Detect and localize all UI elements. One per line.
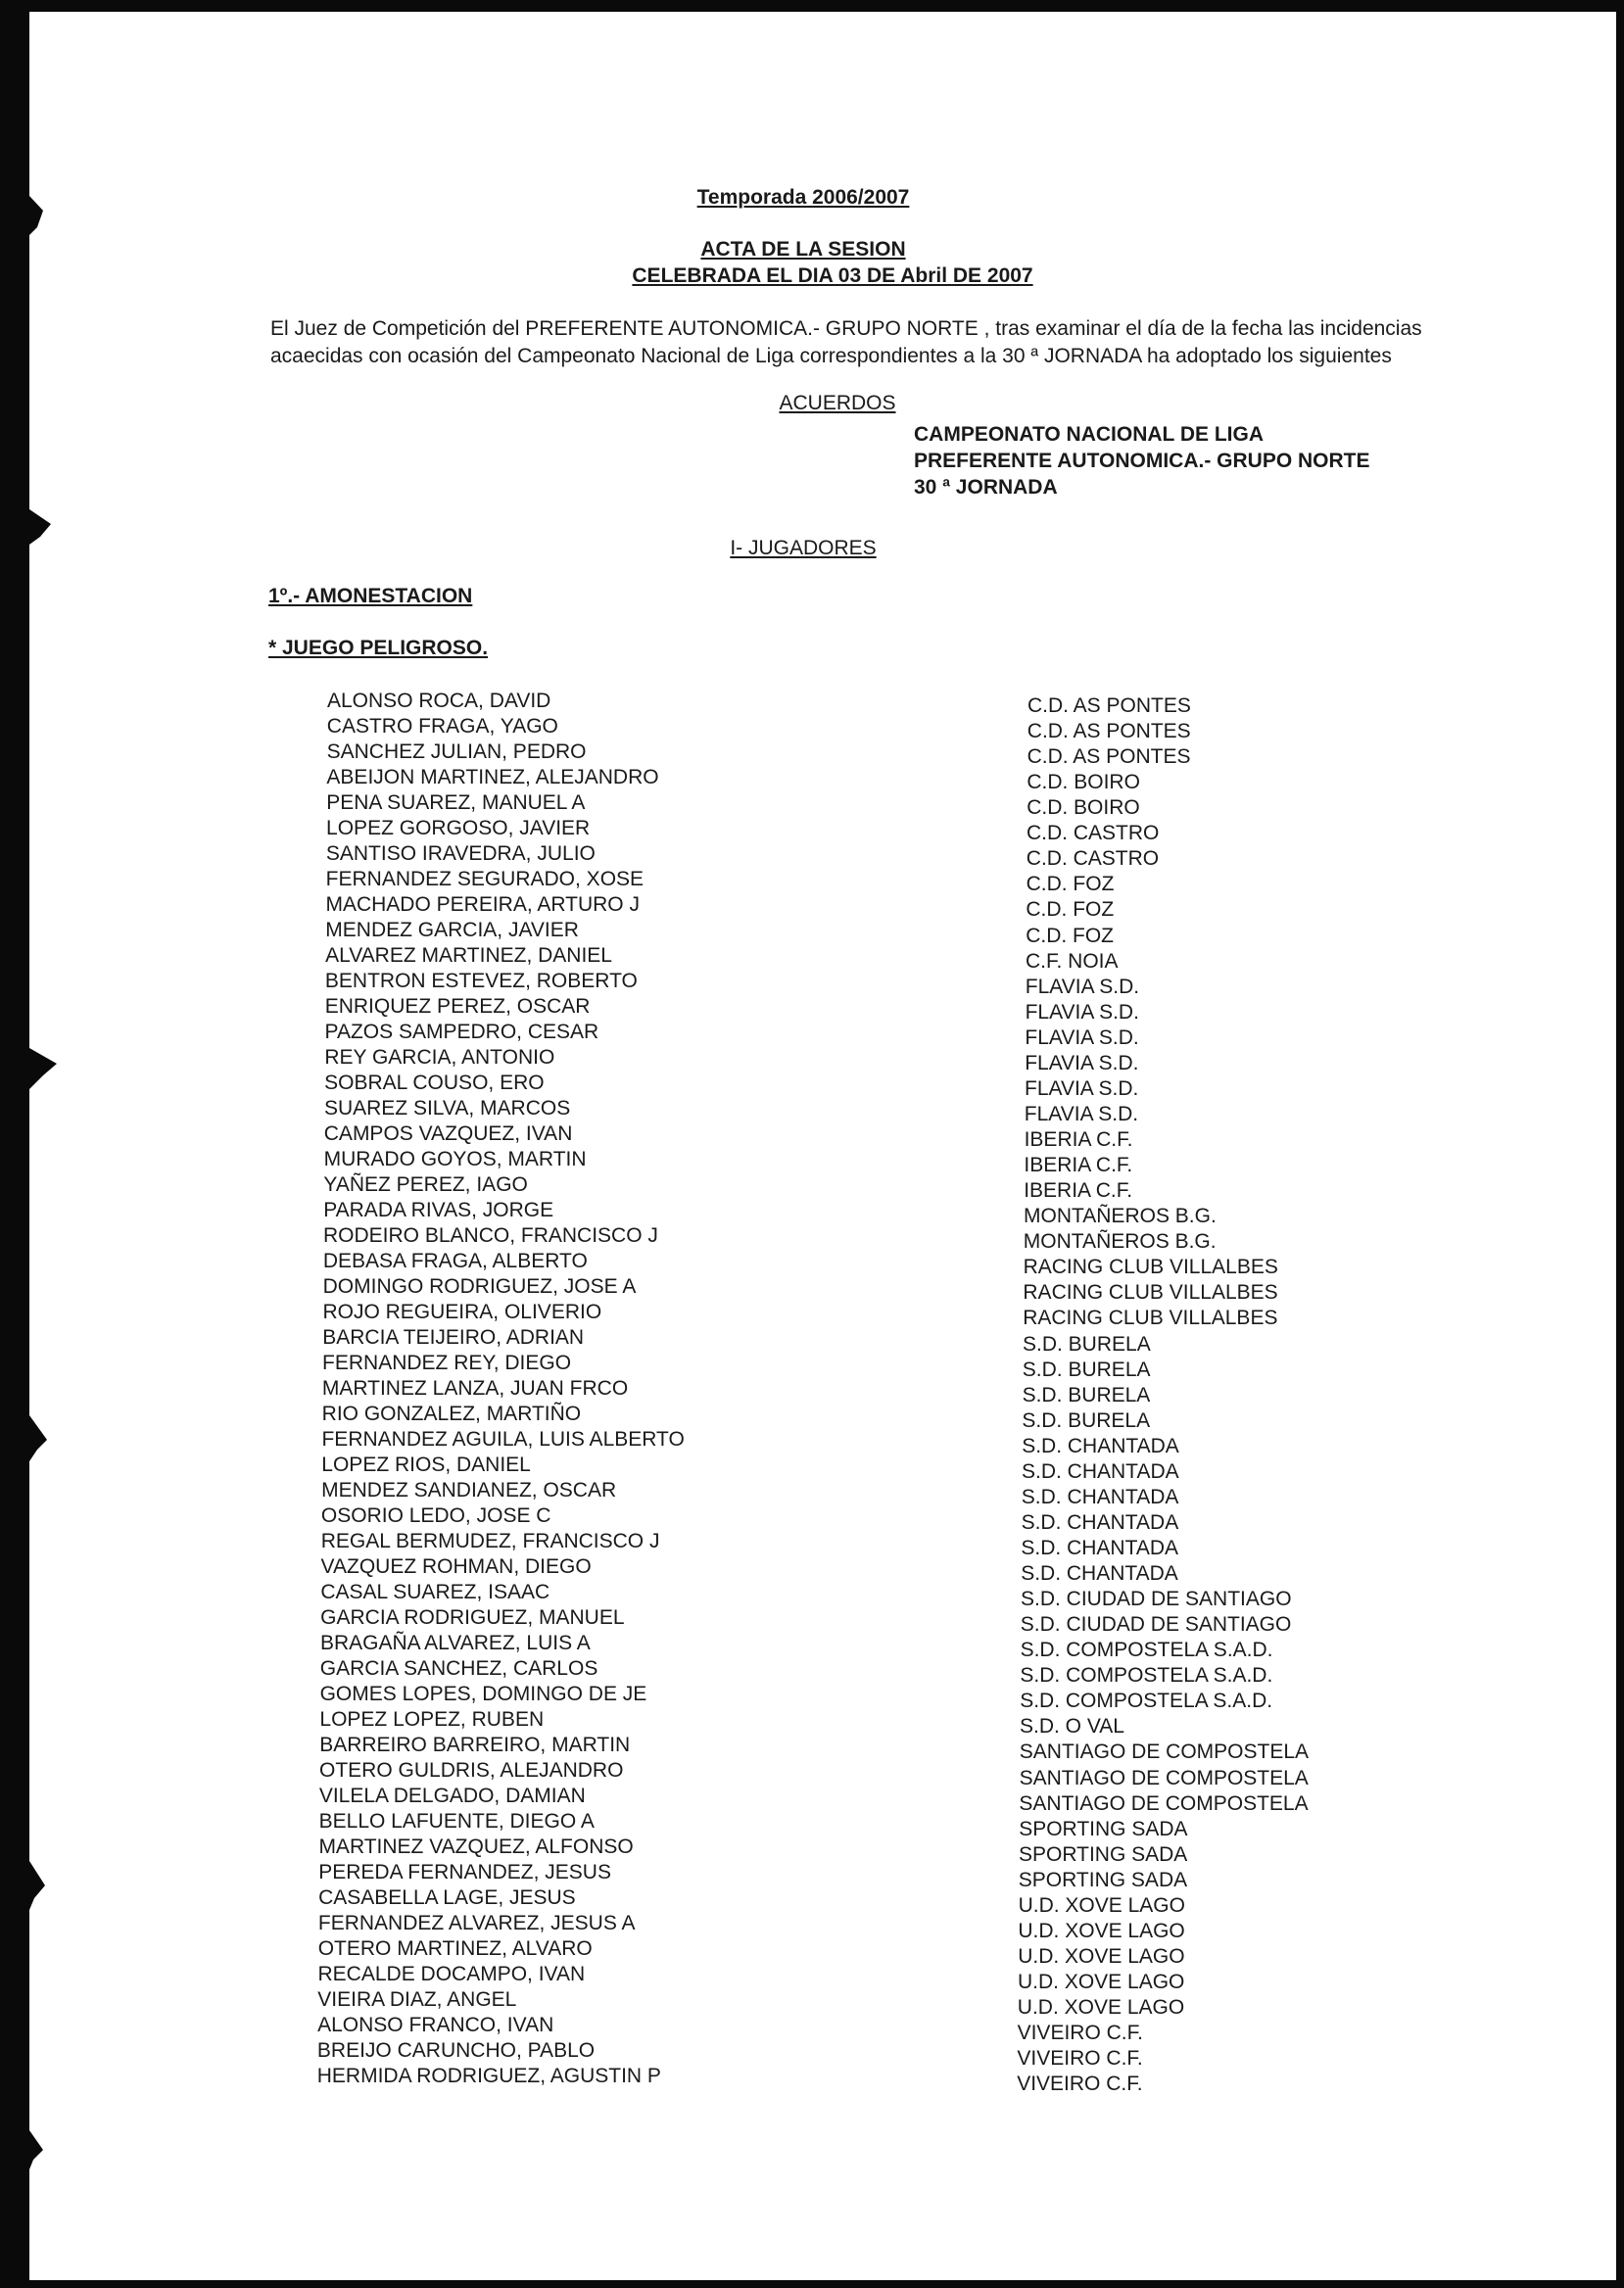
player-name: FERNANDEZ REY, DIEGO	[322, 1352, 572, 1374]
player-name: PEREDA FERNANDEZ, JESUS	[318, 1861, 611, 1883]
player-club: SPORTING SADA	[1018, 1868, 1188, 1891]
player-club: VIVEIRO C.F.	[1017, 2047, 1143, 2071]
player-club: C.D. FOZ	[1026, 873, 1115, 896]
player-name: PAZOS SAMPEDRO, CESAR	[324, 1021, 599, 1043]
player-name: ABEIJON MARTINEZ, ALEJANDRO	[326, 766, 659, 788]
player-club: MONTAÑEROS B.G.	[1023, 1230, 1217, 1254]
player-name: VAZQUEZ ROHMAN, DIEGO	[320, 1555, 592, 1578]
player-name: DOMINGO RODRIGUEZ, JOSE A	[322, 1275, 637, 1298]
player-club: C.D. BOIRO	[1027, 796, 1140, 820]
player-club: RACING CLUB VILLALBES	[1023, 1256, 1278, 1279]
player-name: BARREIRO BARREIRO, MARTIN	[319, 1734, 631, 1756]
player-club: U.D. XOVE LAGO	[1018, 1893, 1185, 1917]
player-club: VIVEIRO C.F.	[1017, 2073, 1143, 2096]
player-club: SANTIAGO DE COMPOSTELA	[1019, 1791, 1309, 1815]
competition-line1: CAMPEONATO NACIONAL DE LIGA	[914, 423, 1265, 446]
player-name: SOBRAL COUSO, ERO	[324, 1072, 545, 1094]
section-title: I- JUGADORES	[730, 537, 877, 559]
player-name: CASAL SUAREZ, ISAAC	[320, 1581, 550, 1603]
player-club: C.D. AS PONTES	[1027, 720, 1191, 743]
player-club: C.D. AS PONTES	[1027, 745, 1191, 769]
acta-title-line2: CELEBRADA EL DIA 03 DE Abril DE 2007	[632, 264, 1033, 287]
player-name: GARCIA SANCHEZ, CARLOS	[319, 1657, 598, 1680]
player-name: VIEIRA DIAZ, ANGEL	[317, 1988, 517, 2011]
player-club: C.D. CASTRO	[1026, 847, 1160, 871]
scan-border-right	[1616, 0, 1624, 2288]
player-club: FLAVIA S.D.	[1025, 1000, 1139, 1024]
player-club: RACING CLUB VILLALBES	[1023, 1281, 1278, 1305]
intro-paragraph: El Juez de Competición del PREFERENTE AUTONOMICA.- GRUPO NORTE , tras examinar el día de la fecha las incidencias acaecidas con ocasión del Campeonato Nacional de Liga correspondientes a la 30 ª JORNADA ha adoptado los siguientes	[270, 317, 1422, 367]
player-club: FLAVIA S.D.	[1025, 1051, 1139, 1074]
player-club: S.D. BURELA	[1022, 1383, 1151, 1406]
player-name: REY GARCIA, ANTONIO	[324, 1046, 555, 1069]
player-club: S.D. BURELA	[1022, 1358, 1151, 1381]
competition-line3: 30 ª JORNADA	[914, 476, 1058, 499]
player-club: FLAVIA S.D.	[1024, 1102, 1139, 1125]
player-name: BELLO LAFUENTE, DIEGO A	[318, 1810, 595, 1833]
player-name: LOPEZ LOPEZ, RUBEN	[319, 1708, 545, 1731]
player-club: S.D. BURELA	[1023, 1332, 1151, 1356]
player-name: CASTRO FRAGA, YAGO	[326, 715, 558, 738]
player-club: C.D. FOZ	[1026, 924, 1115, 947]
player-name: RIO GONZALEZ, MARTIÑO	[321, 1403, 582, 1425]
player-name: ROJO REGUEIRA, OLIVERIO	[322, 1301, 602, 1323]
player-club: SPORTING SADA	[1019, 1817, 1188, 1840]
player-club: IBERIA C.F.	[1024, 1154, 1133, 1177]
player-name: BRAGAÑA ALVAREZ, LUIS A	[319, 1632, 591, 1654]
player-club: C.D. CASTRO	[1027, 822, 1160, 845]
player-name: BENTRON ESTEVEZ, ROBERTO	[324, 970, 638, 992]
subsection-title: 1º.- AMONESTACION	[268, 585, 473, 607]
competition-line2: PREFERENTE AUTONOMICA.- GRUPO NORTE	[914, 450, 1370, 472]
player-club: S.D. BURELA	[1022, 1408, 1151, 1432]
player-name: YAÑEZ PEREZ, IAGO	[323, 1173, 528, 1196]
player-name: REGAL BERMUDEZ, FRANCISCO J	[320, 1530, 660, 1552]
player-club: S.D. CHANTADA	[1021, 1485, 1179, 1508]
player-name: ALVAREZ MARTINEZ, DANIEL	[325, 944, 612, 967]
scan-border-top	[0, 0, 1624, 12]
player-club: U.D. XOVE LAGO	[1018, 1944, 1185, 1968]
player-club: SPORTING SADA	[1019, 1842, 1188, 1866]
player-name: PENA SUAREZ, MANUEL A	[326, 791, 586, 814]
torn-edge	[0, 0, 59, 2288]
player-club: S.D. CHANTADA	[1021, 1536, 1179, 1559]
player-club: C.D. AS PONTES	[1027, 694, 1191, 717]
player-name: FERNANDEZ ALVAREZ, JESUS A	[317, 1912, 636, 1934]
player-name: MARTINEZ LANZA, JUAN FRCO	[321, 1377, 629, 1400]
player-club: S.D. CHANTADA	[1022, 1459, 1179, 1483]
player-name: MENDEZ SANDIANEZ, OSCAR	[321, 1479, 617, 1502]
player-club: S.D. CHANTADA	[1021, 1562, 1178, 1586]
player-club: FLAVIA S.D.	[1025, 1025, 1139, 1049]
player-name: ALONSO ROCA, DAVID	[327, 690, 551, 712]
player-club: U.D. XOVE LAGO	[1017, 1996, 1185, 2020]
player-name: MARTINEZ VAZQUEZ, ALFONSO	[318, 1835, 634, 1858]
player-name: MENDEZ GARCIA, JAVIER	[325, 919, 579, 941]
player-club: IBERIA C.F.	[1024, 1128, 1133, 1152]
player-name: CASABELLA LAGE, JESUS	[318, 1886, 576, 1909]
player-club: S.D. CIUDAD DE SANTIAGO	[1021, 1588, 1292, 1611]
player-name: FERNANDEZ SEGURADO, XOSE	[325, 868, 645, 890]
player-name: RODEIRO BLANCO, FRANCISCO J	[323, 1224, 658, 1247]
player-club: S.D. COMPOSTELA S.A.D.	[1020, 1690, 1273, 1713]
player-club: C.F. NOIA	[1026, 949, 1119, 973]
player-club: S.D. COMPOSTELA S.A.D.	[1020, 1639, 1273, 1662]
player-name: MURADO GOYOS, MARTIN	[323, 1148, 587, 1170]
scan-border-bottom	[0, 2280, 1624, 2288]
acta-title-line1: ACTA DE LA SESION	[700, 238, 906, 261]
player-club: S.D. CHANTADA	[1021, 1510, 1179, 1534]
player-club: U.D. XOVE LAGO	[1018, 1919, 1185, 1942]
player-club: RACING CLUB VILLALBES	[1023, 1307, 1278, 1330]
player-name: CAMPOS VAZQUEZ, IVAN	[323, 1122, 573, 1145]
player-name: BARCIA TEIJEIRO, ADRIAN	[322, 1326, 585, 1349]
player-club: VIVEIRO C.F.	[1017, 2022, 1143, 2045]
category-title: * JUEGO PELIGROSO.	[268, 637, 489, 659]
player-name: VILELA DELGADO, DAMIAN	[318, 1785, 586, 1807]
player-name: DEBASA FRAGA, ALBERTO	[322, 1250, 588, 1272]
player-name: OTERO GULDRIS, ALEJANDRO	[319, 1759, 624, 1782]
player-club: C.D. FOZ	[1026, 898, 1115, 922]
player-club: S.D. COMPOSTELA S.A.D.	[1020, 1664, 1273, 1688]
acuerdos-heading: ACUERDOS	[779, 392, 896, 414]
player-name: RECALDE DOCAMPO, IVAN	[317, 1963, 586, 1985]
player-club: FLAVIA S.D.	[1025, 975, 1140, 998]
player-name: GARCIA RODRIGUEZ, MANUEL	[320, 1606, 625, 1629]
player-name: HERMIDA RODRIGUEZ, AGUSTIN P	[316, 2065, 661, 2087]
player-name: OTERO MARTINEZ, ALVARO	[317, 1937, 593, 1960]
player-name: ENRIQUEZ PEREZ, OSCAR	[324, 995, 591, 1018]
player-name: FERNANDEZ AGUILA, LUIS ALBERTO	[321, 1428, 685, 1451]
player-club: SANTIAGO DE COMPOSTELA	[1019, 1766, 1309, 1789]
player-club: IBERIA C.F.	[1024, 1179, 1133, 1203]
competition-block	[914, 421, 1370, 500]
player-name: PARADA RIVAS, JORGE	[323, 1199, 554, 1221]
player-name: SANTISO IRAVEDRA, JULIO	[325, 842, 596, 865]
player-club: S.D. CIUDAD DE SANTIAGO	[1020, 1613, 1292, 1637]
player-name: LOPEZ GORGOSO, JAVIER	[326, 817, 591, 839]
player-name: MACHADO PEREIRA, ARTURO J	[325, 893, 640, 916]
player-name: LOPEZ RIOS, DANIEL	[321, 1454, 531, 1476]
player-name: SANCHEZ JULIAN, PEDRO	[326, 740, 587, 763]
player-name: ALONSO FRANCO, IVAN	[317, 2014, 554, 2036]
player-club: MONTAÑEROS B.G.	[1024, 1205, 1217, 1228]
player-club: SANTIAGO DE COMPOSTELA	[1019, 1740, 1310, 1764]
player-club: C.D. BOIRO	[1027, 771, 1140, 794]
player-name: BREIJO CARUNCHO, PABLO	[316, 2039, 596, 2062]
player-club: S.D. O VAL	[1020, 1715, 1124, 1739]
player-name: GOMES LOPES, DOMINGO DE JE	[319, 1683, 647, 1705]
player-club: FLAVIA S.D.	[1025, 1076, 1139, 1100]
player-name: OSORIO LEDO, JOSE C	[320, 1504, 551, 1527]
player-name: SUAREZ SILVA, MARCOS	[323, 1097, 571, 1120]
player-club: U.D. XOVE LAGO	[1018, 1971, 1185, 1993]
player-club: S.D. CHANTADA	[1022, 1434, 1179, 1457]
season-title: Temporada 2006/2007	[696, 186, 910, 209]
